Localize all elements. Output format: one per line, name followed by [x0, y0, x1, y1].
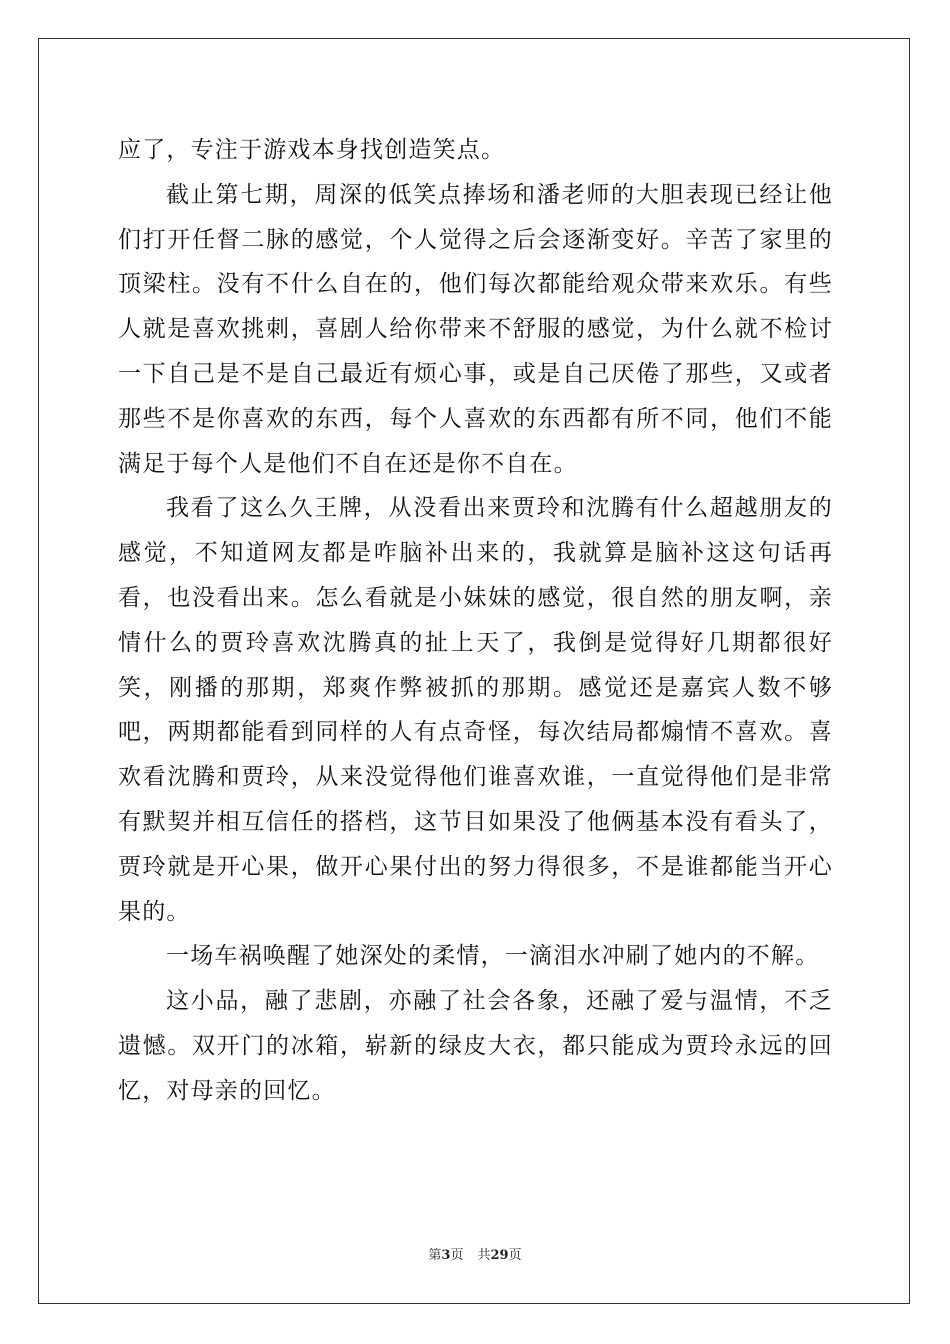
total-prefix: 共	[477, 1248, 491, 1263]
total-pages: 29	[490, 1248, 509, 1263]
document-body	[118, 128, 833, 1114]
paragraph: 这小品，融了悲剧，亦融了社会各象，还融了爱与温情，不乏遗憾。双开门的冰箱，崭新的绿皮大衣，都只能成为贾玲永远的回忆，对母亲的回忆。	[118, 988, 833, 1104]
page-suffix: 页	[450, 1248, 464, 1263]
page-prefix: 第	[428, 1248, 442, 1263]
paragraph: 一场车祸唤醒了她深处的柔情，一滴泪水冲刷了她内的不解。	[166, 943, 820, 970]
paragraph: 截止第七期，周深的低笑点捧场和潘老师的大胆表现已经让他们打开任督二脉的感觉，个人觉得之后会逐渐变好。辛苦了家里的顶梁柱。没有不什么自在的，他们每次都能给观众带来欢乐。有些人就是喜欢挑刺，喜剧人给你带来不舒服的感觉，为什么就不检讨一下自己是不是自己最近有烦心事，或是自己厌倦了那些，又或者那些不是你喜欢的东西，每个人喜欢的东西都有所不同，他们不能满足于每个人是他们不自在还是你不自在。	[118, 181, 833, 477]
paragraph: 应了，专注于游戏本身找创造笑点。	[118, 137, 506, 163]
page-footer	[0, 1244, 950, 1263]
paragraph: 我看了这么久王牌，从没看出来贾玲和沈腾有什么超越朋友的感觉，不知道网友都是咋脑补出来的，我就算是脑补这这句话再看，也没看出来。怎么看就是小妹妹的感觉，很自然的朋友啊，亲情什么的贾玲喜欢沈腾真的扯上天了，我倒是觉得好几期都很好笑，刚播的那期，郑爽作弊被抓的那期。感觉还是嘉宾人数不够吧，两期都能看到同样的人有点奇怪，每次结局都煽情不喜欢。喜欢看沈腾和贾玲，从来没觉得他们谁喜欢谁，一直觉得他们是非常有默契并相互信任的搭档，这节目如果没了他俩基本没有看头了，贾玲就是开心果，做开心果付出的努力得很多，不是谁都能当开心果的。	[118, 495, 833, 925]
page-number: 3	[441, 1248, 451, 1263]
total-suffix: 页	[508, 1248, 522, 1263]
